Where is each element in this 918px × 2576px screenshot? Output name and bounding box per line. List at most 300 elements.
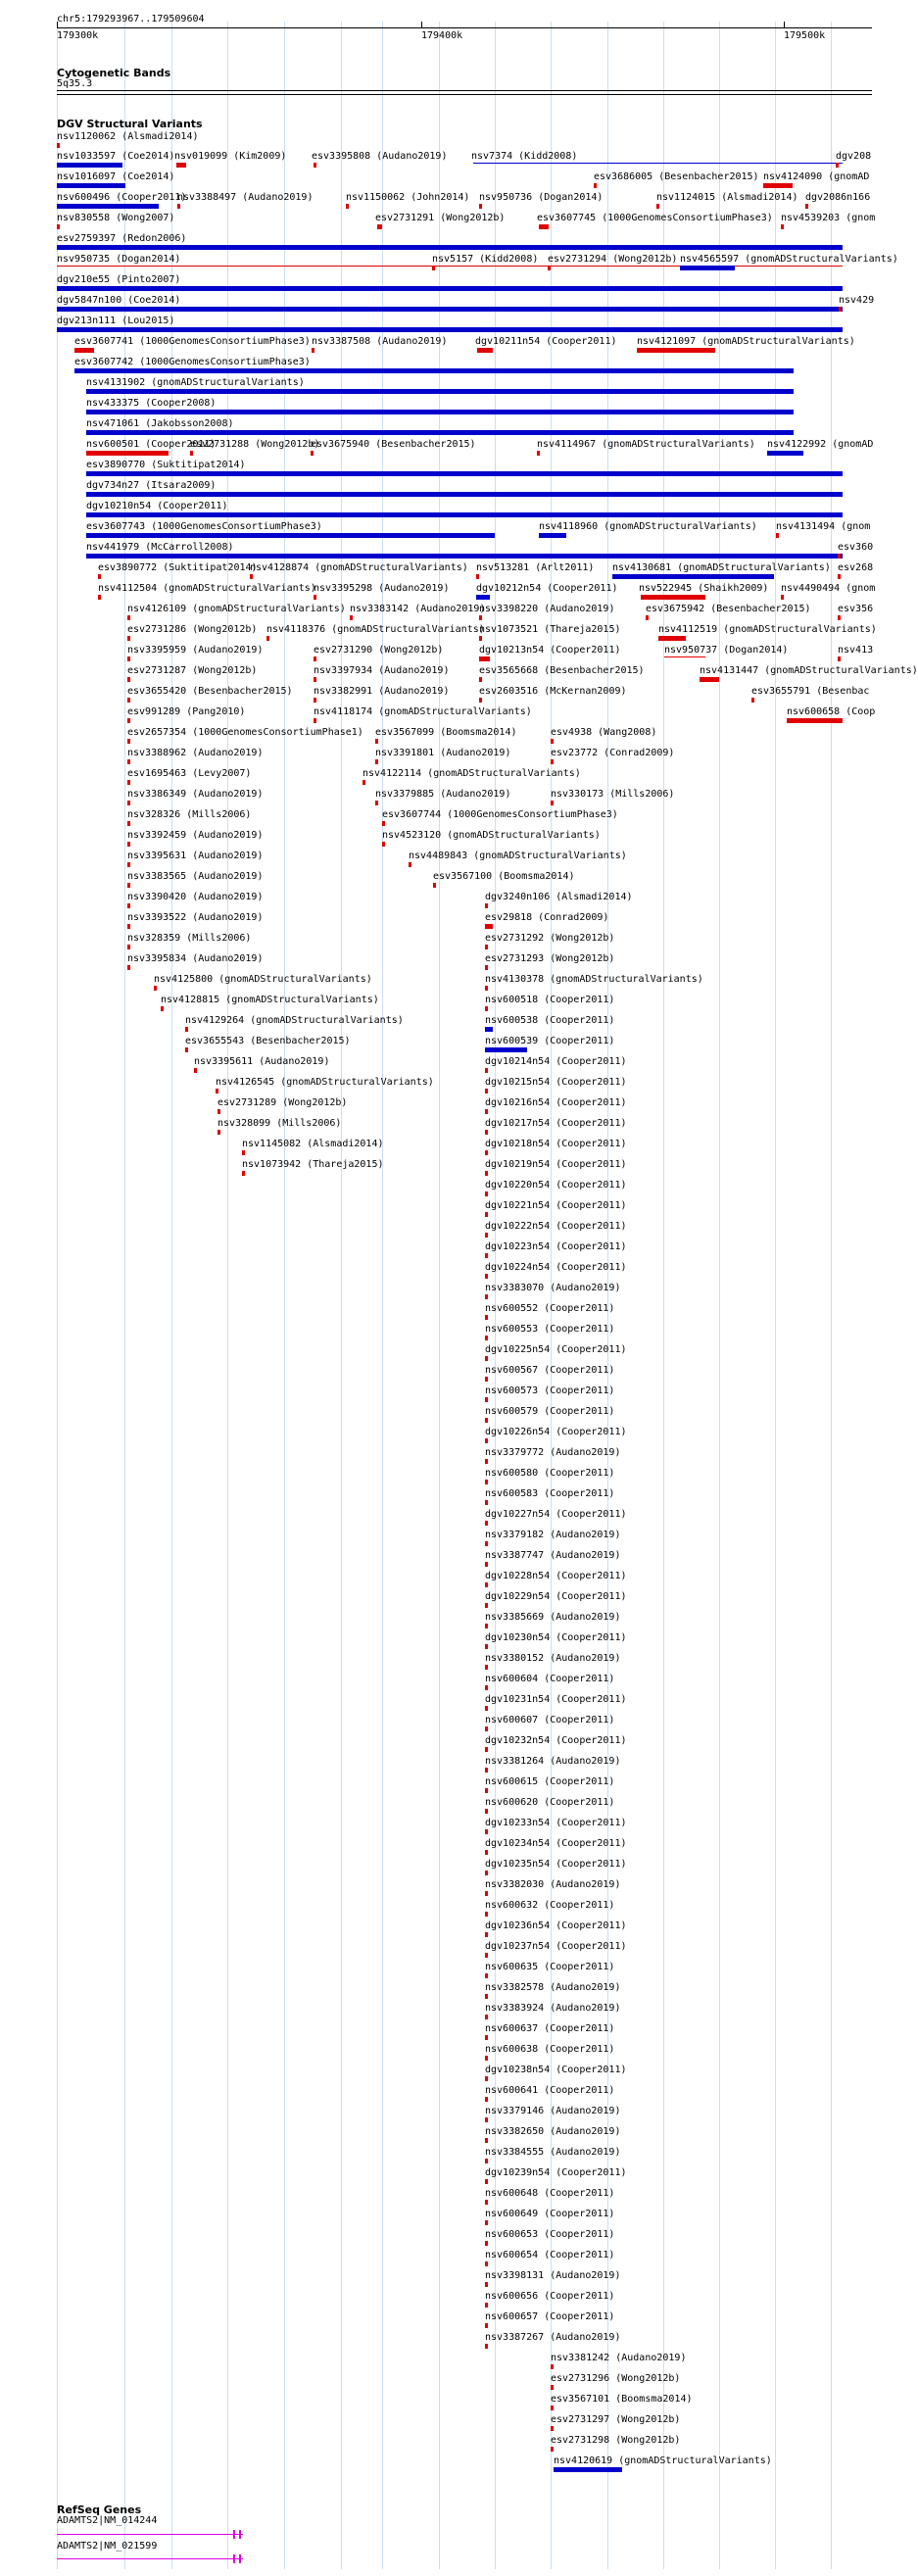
variant-feature[interactable] (177, 204, 180, 209)
variant-label[interactable]: nsv3388962 (Audano2019) (127, 748, 264, 758)
variant-feature[interactable] (485, 2261, 488, 2266)
variant-label[interactable]: nsv328359 (Mills2006) (127, 933, 252, 944)
variant-feature[interactable] (767, 451, 803, 456)
variant-label[interactable]: dgv10228n54 (Cooper2011) (485, 1571, 627, 1581)
variant-feature[interactable] (537, 451, 540, 456)
variant-feature[interactable] (751, 698, 754, 703)
variant-label[interactable]: dgv10212n54 (Cooper2011) (476, 583, 618, 594)
variant-feature[interactable] (375, 759, 378, 764)
variant-feature[interactable] (658, 636, 686, 641)
variant-feature[interactable] (86, 512, 843, 517)
variant-feature[interactable] (479, 636, 482, 641)
variant-feature[interactable] (127, 698, 130, 703)
variant-feature[interactable] (485, 1377, 488, 1382)
variant-label[interactable]: dgv10225n54 (Cooper2011) (485, 1344, 627, 1355)
variant-label[interactable]: nsv600658 (Coop (787, 706, 876, 717)
variant-label[interactable]: nsv328326 (Mills2006) (127, 809, 252, 820)
variant-label[interactable]: nsv600518 (Cooper2011) (485, 995, 615, 1005)
variant-feature[interactable] (161, 1006, 164, 1011)
variant-feature[interactable] (485, 2035, 488, 2040)
variant-label[interactable]: esv3567100 (Boomsma2014) (433, 871, 575, 882)
variant-feature[interactable] (485, 1747, 488, 1752)
variant-feature[interactable] (485, 2220, 488, 2225)
variant-label[interactable]: nsv1150062 (John2014) (346, 192, 470, 203)
variant-feature[interactable] (57, 143, 60, 148)
variant-label[interactable]: nsv330173 (Mills2006) (551, 789, 675, 800)
variant-label[interactable]: dgv10238n54 (Cooper2011) (485, 2065, 627, 2075)
variant-label[interactable]: nsv600579 (Cooper2011) (485, 1406, 615, 1417)
variant-label[interactable]: nsv4112519 (gnomADStructuralVariants) (658, 624, 877, 635)
variant-label[interactable]: nsv3382578 (Audano2019) (485, 1982, 621, 1993)
variant-feature[interactable] (485, 1047, 527, 1052)
variant-feature[interactable] (485, 1089, 488, 1094)
variant-feature[interactable] (86, 492, 843, 497)
variant-feature[interactable] (127, 903, 130, 908)
variant-feature[interactable] (485, 1233, 488, 1238)
variant-feature[interactable] (127, 842, 130, 847)
variant-label[interactable]: esv3655543 (Besenbacher2015) (185, 1036, 351, 1046)
variant-label[interactable]: dgv10229n54 (Cooper2011) (485, 1591, 627, 1602)
variant-feature[interactable] (485, 2303, 488, 2308)
variant-feature[interactable] (594, 183, 597, 188)
variant-feature[interactable] (485, 1994, 488, 1999)
variant-label[interactable]: nsv4131447 (gnomADStructuralVariants) (700, 665, 918, 676)
variant-feature[interactable] (314, 656, 316, 661)
variant-label[interactable]: nsv3395611 (Audano2019) (194, 1056, 330, 1067)
variant-feature[interactable] (781, 595, 784, 600)
variant-label[interactable]: esv2731291 (Wong2012b) (375, 213, 506, 223)
variant-feature[interactable] (838, 554, 841, 559)
variant-label[interactable]: nsv4118174 (gnomADStructuralVariants) (314, 706, 532, 717)
variant-label[interactable]: nsv3379182 (Audano2019) (485, 1530, 621, 1540)
variant-feature[interactable] (86, 430, 794, 435)
variant-label[interactable]: nsv3382030 (Audano2019) (485, 1879, 621, 1890)
variant-feature[interactable] (485, 1294, 488, 1299)
variant-feature[interactable] (485, 1706, 488, 1711)
variant-feature[interactable] (485, 1068, 488, 1073)
variant-label[interactable]: dgv10233n54 (Cooper2011) (485, 1818, 627, 1828)
variant-label[interactable]: nsv3398220 (Audano2019) (479, 604, 615, 614)
variant-label[interactable]: nsv413 (838, 645, 874, 656)
variant-feature[interactable] (216, 1089, 218, 1094)
variant-label[interactable]: dgv10235n54 (Cooper2011) (485, 1859, 627, 1870)
variant-feature[interactable] (781, 224, 784, 229)
variant-feature[interactable] (250, 574, 253, 579)
variant-label[interactable]: nsv3383142 (Audano2019) (350, 604, 486, 614)
variant-feature[interactable] (485, 2076, 488, 2081)
variant-feature[interactable] (485, 903, 488, 908)
variant-label[interactable]: nsv600637 (Cooper2011) (485, 2023, 615, 2034)
variant-label[interactable]: nsv4490494 (gnom (781, 583, 876, 594)
variant-feature[interactable] (485, 1212, 488, 1217)
variant-label[interactable]: nsv3395959 (Audano2019) (127, 645, 264, 656)
variant-label[interactable]: nsv4565597 (gnomADStructuralVariants) (680, 254, 898, 265)
variant-label[interactable]: esv991289 (Pang2010) (127, 706, 246, 717)
variant-label[interactable]: nsv3395298 (Audano2019) (314, 583, 450, 594)
variant-label[interactable]: dgv5847n100 (Coe2014) (57, 295, 181, 306)
variant-label[interactable]: nsv3383070 (Audano2019) (485, 1283, 621, 1293)
variant-label[interactable]: nsv600653 (Cooper2011) (485, 2229, 615, 2240)
variant-label[interactable]: nsv600649 (Cooper2011) (485, 2209, 615, 2219)
variant-label[interactable]: nsv1124015 (Alsmadi2014) (656, 192, 798, 203)
variant-label[interactable]: dgv10236n54 (Cooper2011) (485, 1920, 627, 1931)
variant-label[interactable]: esv3675942 (Besenbacher2015) (646, 604, 811, 614)
variant-label[interactable]: esv2603516 (McKernan2009) (479, 686, 627, 697)
variant-label[interactable]: nsv3383924 (Audano2019) (485, 2003, 621, 2014)
variant-label[interactable]: nsv600553 (Cooper2011) (485, 1324, 615, 1335)
variant-label[interactable]: esv2731292 (Wong2012b) (485, 933, 615, 944)
variant-feature[interactable] (551, 2426, 554, 2431)
variant-label[interactable]: esv1695463 (Levy2007) (127, 768, 252, 779)
variant-feature[interactable] (362, 780, 365, 785)
variant-feature[interactable] (485, 1829, 488, 1834)
variant-label[interactable]: nsv3381264 (Audano2019) (485, 1756, 621, 1767)
variant-label[interactable]: esv2731287 (Wong2012b) (127, 665, 258, 676)
variant-feature[interactable] (485, 2097, 488, 2102)
variant-feature[interactable] (314, 595, 316, 600)
variant-feature[interactable] (190, 451, 193, 456)
variant-feature[interactable] (98, 595, 101, 600)
variant-label[interactable]: esv3567099 (Boomsma2014) (375, 727, 517, 738)
variant-feature[interactable] (485, 1932, 488, 1937)
variant-label[interactable]: nsv600573 (Cooper2011) (485, 1385, 615, 1396)
variant-label[interactable]: nsv3385669 (Audano2019) (485, 1612, 621, 1623)
variant-feature[interactable] (485, 1274, 488, 1279)
variant-label[interactable]: dgv10218n54 (Cooper2011) (485, 1139, 627, 1149)
variant-feature[interactable] (57, 307, 843, 312)
variant-label[interactable]: esv2731296 (Wong2012b) (551, 2373, 681, 2384)
variant-label[interactable]: nsv600604 (Cooper2011) (485, 1674, 615, 1684)
variant-feature[interactable] (485, 1953, 488, 1958)
variant-label[interactable]: esv2731294 (Wong2012b) (548, 254, 678, 265)
variant-label[interactable]: dgv10224n54 (Cooper2011) (485, 1262, 627, 1273)
variant-feature[interactable] (314, 718, 316, 723)
variant-feature[interactable] (176, 163, 186, 168)
variant-label[interactable]: dgv10215n54 (Cooper2011) (485, 1077, 627, 1088)
variant-feature[interactable] (485, 1891, 488, 1896)
variant-feature[interactable] (127, 615, 130, 620)
variant-feature[interactable] (375, 739, 378, 744)
variant-feature[interactable] (485, 1253, 488, 1258)
variant-label[interactable]: nsv4128874 (gnomADStructuralVariants) (250, 562, 468, 573)
variant-feature[interactable] (127, 924, 130, 929)
variant-label[interactable]: nsv950737 (Dogan2014) (664, 645, 789, 656)
variant-feature[interactable] (409, 862, 411, 867)
variant-feature[interactable] (127, 945, 130, 949)
variant-label[interactable]: dgv734n27 (Itsara2009) (86, 480, 217, 491)
variant-label[interactable]: nsv3379146 (Audano2019) (485, 2106, 621, 2116)
variant-feature[interactable] (485, 1582, 488, 1587)
variant-feature[interactable] (314, 698, 316, 703)
variant-label[interactable]: nsv950736 (Dogan2014) (479, 192, 604, 203)
variant-feature[interactable] (485, 1500, 488, 1505)
variant-feature[interactable] (485, 2159, 488, 2163)
variant-feature[interactable] (382, 842, 385, 847)
variant-label[interactable]: nsv3388497 (Audano2019) (177, 192, 314, 203)
variant-label[interactable]: nsv3387508 (Audano2019) (312, 336, 448, 347)
variant-label[interactable]: dgv10231n54 (Cooper2011) (485, 1694, 627, 1705)
variant-feature[interactable] (485, 1624, 488, 1628)
gene-model[interactable] (57, 2534, 243, 2535)
variant-feature[interactable] (346, 204, 349, 209)
variant-label[interactable]: nsv019099 (Kim2009) (174, 151, 287, 162)
variant-feature[interactable] (485, 1150, 488, 1155)
variant-feature[interactable] (185, 1047, 188, 1052)
variant-label[interactable]: nsv600620 (Cooper2011) (485, 1797, 615, 1808)
variant-feature[interactable] (479, 698, 482, 703)
variant-label[interactable]: nsv600657 (Cooper2011) (485, 2311, 615, 2322)
variant-feature[interactable] (485, 945, 488, 949)
variant-label[interactable]: nsv600496 (Cooper2011) (57, 192, 187, 203)
variant-label[interactable]: esv2731298 (Wong2012b) (551, 2435, 681, 2446)
variant-feature[interactable] (485, 1109, 488, 1114)
variant-label[interactable]: nsv513281 (Arlt2011) (476, 562, 595, 573)
variant-label[interactable]: esv2731290 (Wong2012b) (314, 645, 444, 656)
variant-label[interactable]: nsv429 (839, 295, 875, 306)
variant-feature[interactable] (539, 533, 566, 538)
variant-label[interactable]: esv2731286 (Wong2012b) (127, 624, 258, 635)
variant-feature[interactable] (242, 1171, 245, 1176)
variant-feature[interactable] (485, 1871, 488, 1875)
variant-feature[interactable] (664, 656, 705, 657)
variant-label[interactable]: esv3675940 (Besenbacher2015) (311, 439, 476, 450)
variant-feature[interactable] (194, 1068, 197, 1073)
variant-feature[interactable] (485, 1973, 488, 1978)
variant-label[interactable]: esv3567101 (Boomsma2014) (551, 2394, 693, 2405)
variant-label[interactable]: nsv600583 (Cooper2011) (485, 1488, 615, 1499)
variant-feature[interactable] (838, 574, 841, 579)
variant-feature[interactable] (127, 718, 130, 723)
variant-label[interactable]: nsv4129264 (gnomADStructuralVariants) (185, 1015, 404, 1026)
variant-feature[interactable] (763, 183, 793, 188)
variant-feature[interactable] (314, 163, 316, 168)
variant-label[interactable]: nsv4122114 (gnomADStructuralVariants) (362, 768, 581, 779)
variant-feature[interactable] (554, 2467, 622, 2472)
gene-label[interactable]: ADAMTS2|NM_014244 (57, 2515, 158, 2526)
variant-label[interactable]: nsv3391801 (Audano2019) (375, 748, 511, 758)
variant-feature[interactable] (476, 595, 490, 600)
variant-label[interactable]: nsv4118376 (gnomADStructuralVariants) (266, 624, 485, 635)
variant-feature[interactable] (551, 2406, 554, 2410)
variant-feature[interactable] (127, 862, 130, 867)
variant-label[interactable]: dgv10216n54 (Cooper2011) (485, 1097, 627, 1108)
variant-feature[interactable] (350, 615, 353, 620)
variant-feature[interactable] (485, 1397, 488, 1402)
variant-feature[interactable] (57, 224, 60, 229)
variant-feature[interactable] (485, 1459, 488, 1464)
variant-label[interactable]: nsv1016097 (Coe2014) (57, 171, 175, 182)
variant-feature[interactable] (787, 718, 843, 723)
variant-feature[interactable] (551, 2364, 554, 2369)
variant-feature[interactable] (242, 1150, 245, 1155)
variant-label[interactable]: nsv3397934 (Audano2019) (314, 665, 450, 676)
variant-feature[interactable] (127, 780, 130, 785)
variant-feature[interactable] (485, 1438, 488, 1443)
variant-feature[interactable] (485, 2138, 488, 2143)
variant-feature[interactable] (473, 163, 843, 164)
variant-feature[interactable] (776, 533, 779, 538)
variant-label[interactable]: dgv10213n54 (Cooper2011) (479, 645, 621, 656)
variant-label[interactable]: dgv210e55 (Pinto2007) (57, 274, 181, 285)
variant-label[interactable]: esv3565668 (Besenbacher2015) (479, 665, 645, 676)
variant-label[interactable]: dgv10230n54 (Cooper2011) (485, 1632, 627, 1643)
variant-feature[interactable] (539, 224, 549, 229)
variant-feature[interactable] (74, 368, 794, 373)
variant-feature[interactable] (551, 801, 554, 805)
variant-feature[interactable] (127, 801, 130, 805)
variant-label[interactable]: esv3655791 (Besenbac (751, 686, 870, 697)
variant-label[interactable]: nsv1120062 (Alsmadi2014) (57, 131, 199, 142)
variant-label[interactable]: nsv600580 (Cooper2011) (485, 1468, 615, 1479)
variant-label[interactable]: esv2759397 (Redon2006) (57, 233, 187, 244)
variant-label[interactable]: esv2731289 (Wong2012b) (217, 1097, 348, 1108)
variant-feature[interactable] (485, 2241, 488, 2246)
variant-feature[interactable] (485, 2117, 488, 2122)
variant-feature[interactable] (485, 965, 488, 970)
variant-label[interactable]: dgv2086n166 (805, 192, 871, 203)
variant-feature[interactable] (127, 883, 130, 888)
variant-label[interactable]: nsv600635 (Cooper2011) (485, 1962, 615, 1972)
gene-model[interactable] (57, 2558, 243, 2559)
variant-label[interactable]: nsv4130681 (gnomADStructuralVariants) (612, 562, 831, 573)
variant-label[interactable]: esv3890772 (Suktitipat2014) (98, 562, 258, 573)
variant-label[interactable]: nsv1145082 (Alsmadi2014) (242, 1139, 384, 1149)
variant-label[interactable]: dgv10219n54 (Cooper2011) (485, 1159, 627, 1170)
variant-label[interactable]: nsv4122992 (gnomAD (767, 439, 874, 450)
variant-label[interactable]: nsv3387747 (Audano2019) (485, 1550, 621, 1561)
variant-feature[interactable] (485, 2344, 488, 2349)
variant-feature[interactable] (57, 204, 159, 209)
variant-label[interactable]: nsv3382650 (Audano2019) (485, 2126, 621, 2137)
variant-feature[interactable] (551, 739, 554, 744)
variant-label[interactable]: esv29818 (Conrad2009) (485, 912, 609, 923)
variant-label[interactable]: nsv600632 (Cooper2011) (485, 1900, 615, 1911)
variant-label[interactable]: esv3607745 (1000GenomesConsortiumPhase3) (537, 213, 773, 223)
variant-label[interactable]: nsv600638 (Cooper2011) (485, 2044, 615, 2055)
variant-feature[interactable] (485, 2282, 488, 2287)
variant-label[interactable]: nsv4523120 (gnomADStructuralVariants) (382, 830, 601, 841)
variant-feature[interactable] (485, 1191, 488, 1196)
variant-feature[interactable] (485, 1685, 488, 1690)
gene-label[interactable]: ADAMTS2|NM_021599 (57, 2541, 158, 2552)
variant-feature[interactable] (548, 266, 551, 270)
variant-label[interactable]: nsv4130378 (gnomADStructuralVariants) (485, 974, 703, 985)
variant-feature[interactable] (641, 595, 705, 600)
variant-label[interactable]: esv356 (838, 604, 874, 614)
variant-feature[interactable] (485, 1768, 488, 1773)
variant-feature[interactable] (485, 1809, 488, 1814)
variant-feature[interactable] (127, 677, 130, 682)
variant-feature[interactable] (551, 759, 554, 764)
variant-feature[interactable] (479, 677, 482, 682)
variant-label[interactable]: nsv4124090 (gnomAD (763, 171, 870, 182)
variant-feature[interactable] (485, 1788, 488, 1793)
variant-label[interactable]: nsv600607 (Cooper2011) (485, 1715, 615, 1725)
variant-label[interactable]: esv268 (838, 562, 874, 573)
variant-feature[interactable] (485, 1541, 488, 1546)
variant-label[interactable]: esv2657354 (1000GenomesConsortiumPhase1) (127, 727, 363, 738)
variant-feature[interactable] (314, 677, 316, 682)
variant-label[interactable]: dgv10232n54 (Cooper2011) (485, 1735, 627, 1746)
variant-label[interactable]: esv3607741 (1000GenomesConsortiumPhase3) (74, 336, 311, 347)
variant-label[interactable]: nsv3387267 (Audano2019) (485, 2332, 621, 2343)
variant-feature[interactable] (185, 1027, 188, 1032)
variant-feature[interactable] (485, 2015, 488, 2019)
variant-feature[interactable] (266, 636, 269, 641)
variant-label[interactable]: nsv3393522 (Audano2019) (127, 912, 264, 923)
variant-feature[interactable] (86, 389, 794, 394)
variant-feature[interactable] (805, 204, 808, 209)
variant-label[interactable]: nsv4126109 (gnomADStructuralVariants) (127, 604, 346, 614)
variant-feature[interactable] (57, 183, 125, 188)
variant-feature[interactable] (485, 924, 493, 929)
variant-feature[interactable] (485, 1562, 488, 1567)
variant-feature[interactable] (839, 307, 842, 312)
variant-feature[interactable] (485, 986, 488, 991)
variant-feature[interactable] (86, 554, 843, 559)
variant-feature[interactable] (127, 636, 130, 641)
variant-feature[interactable] (485, 2179, 488, 2184)
variant-feature[interactable] (838, 656, 841, 661)
variant-label[interactable]: nsv600552 (Cooper2011) (485, 1303, 615, 1314)
variant-feature[interactable] (485, 2200, 488, 2205)
variant-feature[interactable] (485, 1521, 488, 1526)
variant-label[interactable]: nsv4120619 (gnomADStructuralVariants) (554, 2455, 772, 2466)
variant-label[interactable]: nsv3384555 (Audano2019) (485, 2147, 621, 2158)
variant-feature[interactable] (551, 2447, 554, 2452)
variant-feature[interactable] (485, 1480, 488, 1484)
variant-label[interactable]: nsv3383565 (Audano2019) (127, 871, 264, 882)
variant-label[interactable]: dgv10217n54 (Cooper2011) (485, 1118, 627, 1129)
variant-feature[interactable] (311, 451, 314, 456)
variant-label[interactable]: esv360 (838, 542, 874, 553)
variant-label[interactable]: nsv7374 (Kidd2008) (471, 151, 578, 162)
variant-feature[interactable] (485, 2056, 488, 2061)
variant-feature[interactable] (485, 1912, 488, 1917)
variant-feature[interactable] (646, 615, 649, 620)
variant-feature[interactable] (377, 224, 382, 229)
variant-label[interactable]: nsv3392459 (Audano2019) (127, 830, 264, 841)
variant-label[interactable]: nsv4112504 (gnomADStructuralVariants) (98, 583, 316, 594)
variant-feature[interactable] (838, 615, 841, 620)
variant-label[interactable]: nsv4489843 (gnomADStructuralVariants) (409, 851, 627, 861)
variant-feature[interactable] (98, 574, 101, 579)
variant-label[interactable]: dgv213n111 (Lou2015) (57, 316, 175, 326)
variant-label[interactable]: nsv600501 (Cooper2011) (86, 439, 217, 450)
variant-feature[interactable] (57, 327, 843, 332)
variant-feature[interactable] (485, 1171, 488, 1176)
variant-label[interactable]: dgv10239n54 (Cooper2011) (485, 2167, 627, 2178)
variant-feature[interactable] (74, 348, 94, 353)
variant-label[interactable]: esv2731288 (Wong2012b) (190, 439, 320, 450)
variant-feature[interactable] (637, 348, 715, 353)
variant-feature[interactable] (375, 801, 378, 805)
variant-feature[interactable] (485, 1356, 488, 1361)
variant-feature[interactable] (485, 1726, 488, 1731)
variant-feature[interactable] (476, 574, 479, 579)
variant-label[interactable]: nsv3395631 (Audano2019) (127, 851, 264, 861)
variant-label[interactable]: dgv208 (836, 151, 872, 162)
variant-label[interactable]: esv3655420 (Besenbacher2015) (127, 686, 293, 697)
variant-label[interactable]: nsv4128815 (gnomADStructuralVariants) (161, 995, 379, 1005)
variant-label[interactable]: nsv830558 (Wong2007) (57, 213, 175, 223)
variant-label[interactable]: nsv600654 (Cooper2011) (485, 2250, 615, 2260)
variant-feature[interactable] (217, 1109, 220, 1114)
variant-feature[interactable] (485, 1418, 488, 1423)
variant-label[interactable]: nsv600648 (Cooper2011) (485, 2188, 615, 2199)
variant-label[interactable]: nsv4121097 (gnomADStructuralVariants) (637, 336, 855, 347)
variant-feature[interactable] (57, 286, 843, 291)
